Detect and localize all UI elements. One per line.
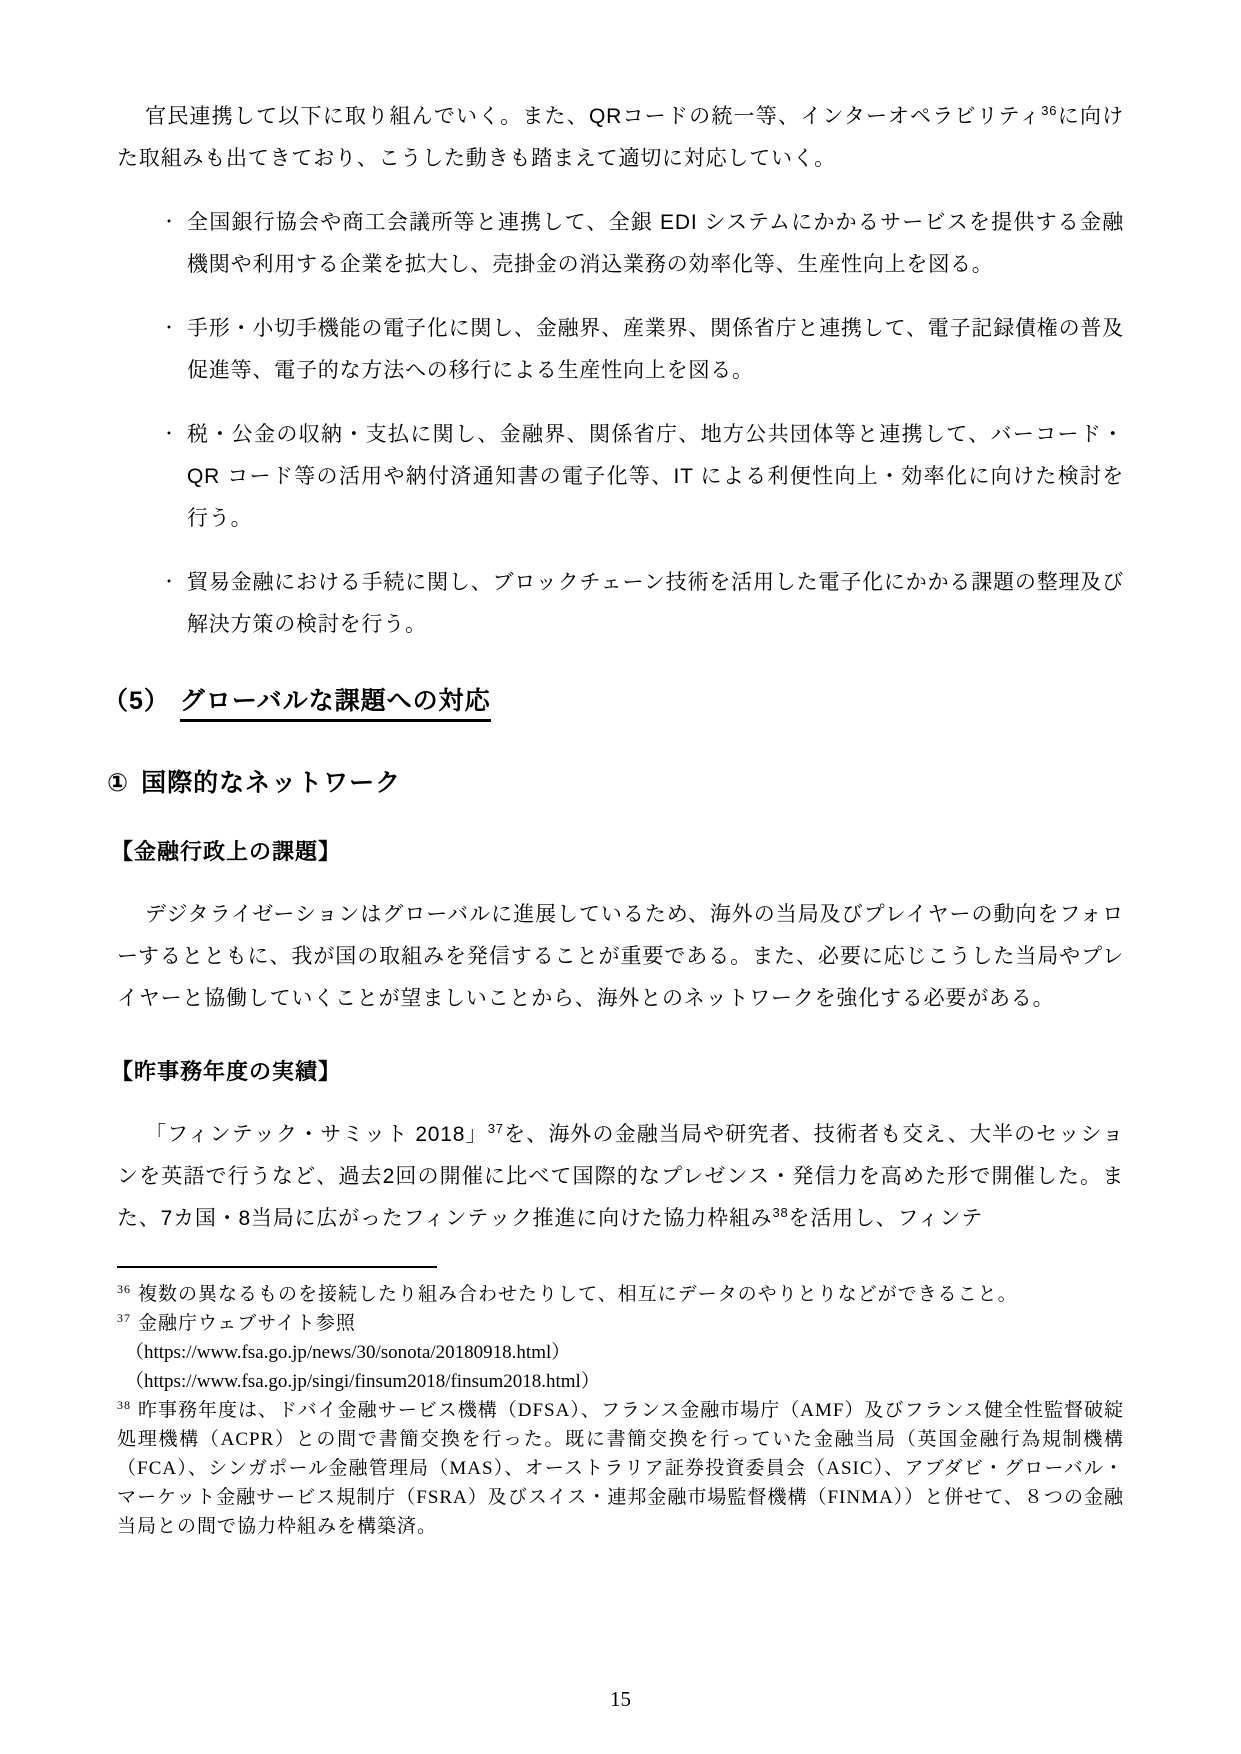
results-paragraph xyxy=(117,1114,1124,1240)
list-item xyxy=(117,308,1124,392)
results-text-3: を活用し、フィンテ xyxy=(788,1207,984,1230)
footnote-ref-38: 38 xyxy=(772,1205,789,1220)
subsection-1-heading xyxy=(107,766,1124,800)
footnote-38-number: 38 xyxy=(117,1397,131,1412)
footnote-37-number: 37 xyxy=(117,1310,131,1325)
footnotes-block xyxy=(0,1266,1241,1541)
footnote-ref-37: 37 xyxy=(487,1121,504,1136)
issues-heading: 【金融行政上の課題】 xyxy=(111,839,342,864)
bullet-text: 全国銀行協会や商工会議所等と連携して、全銀 EDI システムにかかるサービスを提供する金融機関や利用する企業を拡大し、売掛金の消込業務の効率化等、生産性向上を図る。 xyxy=(187,211,1124,276)
bullet-text: 税・公金の収納・支払に関し、金融界、関係省庁、地方公共団体等と連携して、バーコード・QR コード等の活用や納付済通知書の電子化等、IT による利便性向上・効率化に向けた検討を行う。 xyxy=(187,423,1124,530)
results-heading: 【昨事務年度の実績】 xyxy=(111,1059,342,1084)
section-5-title: グローバルな課題への対応 xyxy=(180,687,491,722)
results-text-1: 「フィンテック・サミット 2018」 xyxy=(145,1123,488,1146)
footnote-36 xyxy=(117,1280,1124,1309)
list-item xyxy=(117,202,1124,286)
results-text-2: を、海外の金融当局や研究者、技術者も交え、大半のセッションを英語で行うなど、過去2回の開催に比べて国際的なプレゼンス・発信力を高めた形で開催した。また、7カ国・8当局に広がったフィンテック推進に向けた協力枠組み xyxy=(117,1123,1124,1230)
intro-paragraph xyxy=(117,96,1124,180)
footnote-38 xyxy=(117,1396,1124,1541)
footnote-38-text: 昨事務年度は、ドバイ金融サービス機構（DFSA）、フランス金融市場庁（AMF）及びフランス健全性監督破綻処理機構（ACPR）との間で書簡交換を行った。既に書簡交換を行っていた金融当局（英国金融行為規制機構（FCA）、シンガポール金融管理局（MAS）、オーストラリア証券投資委員会（ASIC）、アブダビ・グローバル・マーケット金融サービス規制庁（FSRA）及びスイス・連邦金融市場監督機構（FINMA））と併せて、８つの金融当局との間で協力枠組みを構築済。 xyxy=(117,1400,1124,1537)
bullet-text: 手形・小切手機能の電子化に関し、金融界、産業界、関係省庁と連携して、電子記録債権の普及促進等、電子的な方法への移行による生産性向上を図る。 xyxy=(187,317,1124,382)
footnote-36-text: 複数の異なるものを接続したり組み合わせたりして、相互にデータのやりとりなどができること。 xyxy=(138,1284,1018,1305)
list-item xyxy=(117,414,1124,540)
footnote-36-number: 36 xyxy=(117,1281,131,1296)
intro-text-1: 官民連携して以下に取り組んでいく。また、QRコードの統一等、インターオペラビリティ xyxy=(145,105,1042,128)
bullet-icon: ・ xyxy=(161,214,178,231)
page-number: 15 xyxy=(610,1687,631,1711)
bullet-icon: ・ xyxy=(161,426,178,443)
section-5-number: （5） xyxy=(103,687,170,715)
footnote-37-url-2: （https://www.fsa.go.jp/singi/finsum2018/finsum2018.html） xyxy=(125,1371,600,1392)
subsection-1-number: ① xyxy=(107,769,130,797)
intro-text-2: に向けた取組みも出てきており、こうした動きも踏まえて適切に対応していく。 xyxy=(117,105,1124,170)
bullet-list xyxy=(117,202,1124,646)
footnote-separator xyxy=(117,1266,437,1268)
list-item xyxy=(117,562,1124,646)
subsection-1-title: 国際的なネットワーク xyxy=(141,769,402,797)
section-5-heading xyxy=(103,684,1124,718)
bullet-icon: ・ xyxy=(161,320,178,337)
bullet-text: 貿易金融における手続に関し、ブロックチェーン技術を活用した電子化にかかる課題の整理及び解決方策の検討を行う。 xyxy=(187,571,1124,636)
footnote-37-text: 金融庁ウェブサイト参照 xyxy=(138,1313,356,1334)
footnote-37 xyxy=(117,1309,1124,1338)
footnote-ref-36: 36 xyxy=(1041,103,1058,118)
bullet-icon: ・ xyxy=(161,574,178,591)
footnote-37-url-1: （https://www.fsa.go.jp/news/30/sonota/20180918.html） xyxy=(125,1342,571,1363)
issues-paragraph: デジタライゼーションはグローバルに進展しているため、海外の当局及びプレイヤーの動向をフォローするとともに、我が国の取組みを発信することが重要である。また、必要に応じこうした当局やプレイヤーと協働していくことが望ましいことから、海外とのネットワークを強化する必要がある。 xyxy=(117,903,1124,1010)
